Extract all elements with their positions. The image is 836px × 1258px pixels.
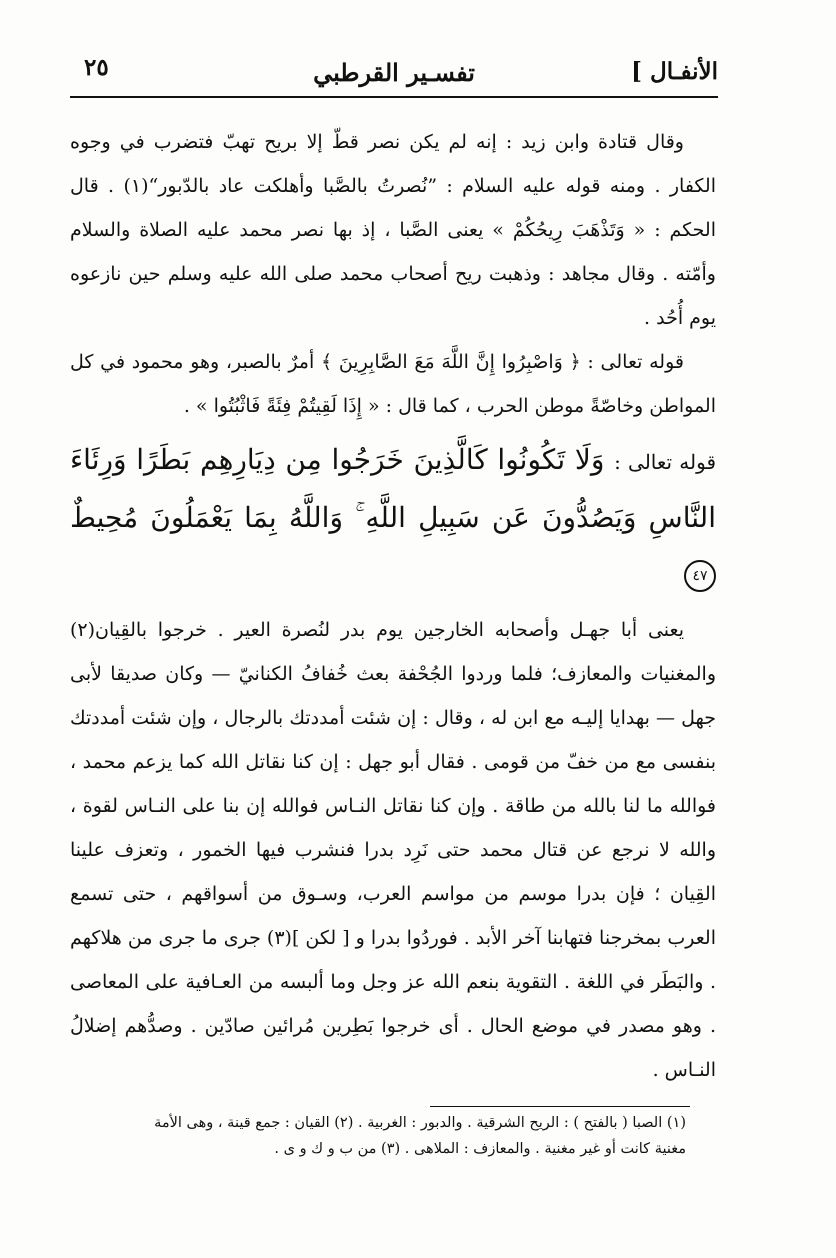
paragraph-3: يعنى أبا جهـل وأصحابه الخارجين يوم بدر لنُصرة العير . خرجوا بالقِيان(٢) والمغنيات والمعازف؛ فلما وردوا الجُحْفة بعث خُفافُ الكنانيّ — وكان صديقا لأبى جهل — بهدايا إليـه مع ابن له ، وقال : إن شئت أمددتك بالرجال ، وإن شئت أمددتك بنفسى مع من خفّ من قومى . فقال أبو جهل : إن كنا نقاتل الله كما يزعم محمد ، فوالله ما لنا بالله من طاقة . وإن كنا نقاتل النـاس فوالله إن بنا على النـاس لقوة ، والله لا نرجع عن قتال محمد حتى نَرِد بدرا فنشرب فيها الخمور ، وتعزف علينا القِيان ؛ فإن بدرا موسم من مواسم العرب، وسـوق من أسواقهم ، حتى تسمع العرب بمخرجنا فتهابنا آخر الأبد . فوردُوا بدرا و [ لكن ](٣) جرى ما جرى من هلاكهم . والبَطَر في اللغة . التقوية بنعم الله عز وجل وما ألبسه من العـافية على المعاصى . وهو مصدر في موضع الحال . أى خرجوا بَطِرين مُرائين صادّين . وصدُّهم إضلالُ النـاس . — [70, 619, 716, 1081]
paragraph-2: قوله تعالى : ﴿ وَاصْبِرُوا إِنَّ اللَّهَ مَعَ الصَّابِرِينَ ﴾ أمرٌ بالصبر، وهو محمود في كل المواطن وخاصّةً موطن الحرب ، كما قال : « إِذَا لَقِيتُمْ فِئَةً فَاثْبُتُوا » . — [70, 351, 716, 417]
paragraph-1: وقال قتادة وابن زيد : إنه لم يكن نصر قطّ إلا بريح تهبّ فتضرب في وجوه الكفار . ومنه قوله عليه السلام : ”نُصرتُ بالصَّبا وأهلكت عاد بالدّبور“(١) . قال الحكم : « وَتَذْهَبَ رِيحُكُمْ » يعنى الصَّبا ، إذ بها نصر محمد عليه الصلاة والسلام وأمّته . وقال مجاهد : وذهبت ريح أصحاب محمد صلى الله عليه وسلم حين نازعوه يوم أُحُد . — [70, 131, 716, 329]
verse-text: وَلَا تَكُونُوا كَالَّذِينَ خَرَجُوا مِن دِيَارِهِم بَطَرًا وَرِئَاءَ النَّاسِ وَيَصُدُّونَ عَن سَبِيلِ اللَّهِ ۚ وَاللَّهُ بِمَا يَعْمَلُونَ مُحِيطٌ — [70, 443, 716, 534]
verse-number-icon: ٤٧ — [684, 560, 716, 592]
footnotes — [56, 1110, 686, 1162]
book-title: تفسـير القرطبي — [313, 58, 475, 87]
quran-verse — [70, 432, 716, 602]
page-header — [70, 48, 718, 92]
body-text — [70, 120, 716, 1092]
page-number: ٢٥ — [84, 54, 109, 81]
footnote-line-1: (١) الصبا ( بالفتح ) : الريح الشرقية . والدبور : الغربية . (٢) القيان : جمع قينة ، وهى الأمة — [154, 1115, 686, 1131]
surah-name: الأنفـال ] — [631, 58, 718, 85]
footnote-line-2: مغنية كانت أو غير مغنية . والمعازف : الملاهى . (٣) من ب و ك و ى . — [274, 1141, 686, 1157]
verse-intro: قوله تعالى : — [614, 450, 717, 474]
footnote-rule — [430, 1106, 690, 1107]
header-rule — [70, 96, 718, 98]
